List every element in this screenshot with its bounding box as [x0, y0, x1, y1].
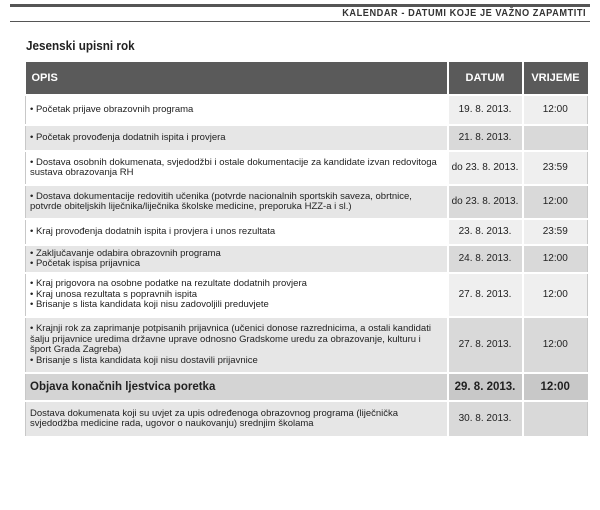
description-line: • Dostava osobnih dokumenata, svjedodžbi i ostale dokumentacije za kandidate izvan redovitoga sustava obrazovanja RH: [30, 156, 437, 178]
row-time: 12:00: [523, 373, 588, 401]
description-line: • Krajnji rok za zaprimanje potpisanih prijavnica (učenici donose razrednicima, a ostali kandidati šalju prijavnice uredima državne uprave odnosno Gradskome uredu za obrazovanje, kulturu i šport Grada Zagreba): [30, 323, 431, 355]
description-line: • Početak prijave obrazovnih programa: [30, 103, 194, 115]
row-date: do 23. 8. 2013.: [448, 185, 523, 219]
row-time: [523, 125, 588, 151]
description-line: • Kraj unosa rezultata s popravnih ispita: [30, 288, 198, 300]
table-row: [26, 151, 588, 185]
table-row: [26, 95, 588, 125]
row-date: 30. 8. 2013.: [448, 401, 523, 437]
row-description: [26, 245, 448, 273]
column-header-opis: OPIS: [26, 62, 448, 95]
row-description: [26, 95, 448, 125]
row-time: 12:00: [523, 245, 588, 273]
row-date: do 23. 8. 2013.: [448, 151, 523, 185]
row-description: [26, 219, 448, 245]
description-line: • Brisanje s lista kandidata koji nisu zadovoljili preduvjete: [30, 299, 269, 311]
page-header-title: KALENDAR - DATUMI KOJE JE VAŽNO ZAPAMTITI: [342, 8, 586, 19]
description-line: Objava konačnih ljestvica poretka: [30, 380, 216, 393]
table-row: [26, 401, 588, 437]
row-date: 19. 8. 2013.: [448, 95, 523, 125]
row-description: [26, 373, 448, 401]
row-time: [523, 401, 588, 437]
table-row: [26, 185, 588, 219]
description-line: • Kraj provođenja dodatnih ispita i provjera i unos rezultata: [30, 225, 276, 237]
row-date: 21. 8. 2013.: [448, 125, 523, 151]
row-description: [26, 273, 448, 317]
table-row: [26, 125, 588, 151]
description-line: • Brisanje s lista kandidata koji nisu dostavili prijavnice: [30, 354, 258, 366]
table-row: [26, 273, 588, 317]
row-time: 12:00: [523, 273, 588, 317]
row-description: [26, 401, 448, 437]
table-row: [26, 317, 588, 373]
description-line: • Dostava dokumentacije redovitih učenika (potvrde nacionalnih sportskih saveza, obrtnice, potvrde obiteljskih liječnika/liječnika školske medicine, preporuka HZZ-a i sl.): [30, 190, 412, 212]
description-line: • Kraj prigovora na osobne podatke na rezultate dodatnih provjera: [30, 278, 307, 290]
row-description: [26, 125, 448, 151]
row-description: [26, 317, 448, 373]
row-time: 23:59: [523, 219, 588, 245]
row-description: [26, 151, 448, 185]
section-title: Jesenski upisni rok: [26, 38, 135, 53]
row-date: 23. 8. 2013.: [448, 219, 523, 245]
table-row: [26, 245, 588, 273]
row-time: 12:00: [523, 95, 588, 125]
column-header-datum: DATUM: [448, 62, 523, 95]
description-line: • Zaključavanje odabira obrazovnih programa: [30, 247, 221, 259]
row-time: 12:00: [523, 185, 588, 219]
description-line: • Početak provođenja dodatnih ispita i provjera: [30, 131, 226, 143]
table-header-row: [26, 62, 588, 95]
description-line: • Početak ispisa prijavnica: [30, 258, 140, 269]
row-time: 12:00: [523, 317, 588, 373]
header-bar: [10, 4, 590, 22]
table-row: [26, 219, 588, 245]
column-header-vrijeme: VRIJEME: [523, 62, 588, 95]
row-date: 29. 8. 2013.: [448, 373, 523, 401]
table-row: [26, 373, 588, 401]
row-date: 24. 8. 2013.: [448, 245, 523, 273]
row-date: 27. 8. 2013.: [448, 317, 523, 373]
row-time: 23:59: [523, 151, 588, 185]
schedule-table: [25, 62, 588, 438]
row-description: [26, 185, 448, 219]
row-date: 27. 8. 2013.: [448, 273, 523, 317]
description-line: Dostava dokumenata koji su uvjet za upis određenoga obrazovnog programa (liječnička svjedodžba medicine rada, ugovor o naukovanju) srednjim školama: [30, 407, 399, 429]
